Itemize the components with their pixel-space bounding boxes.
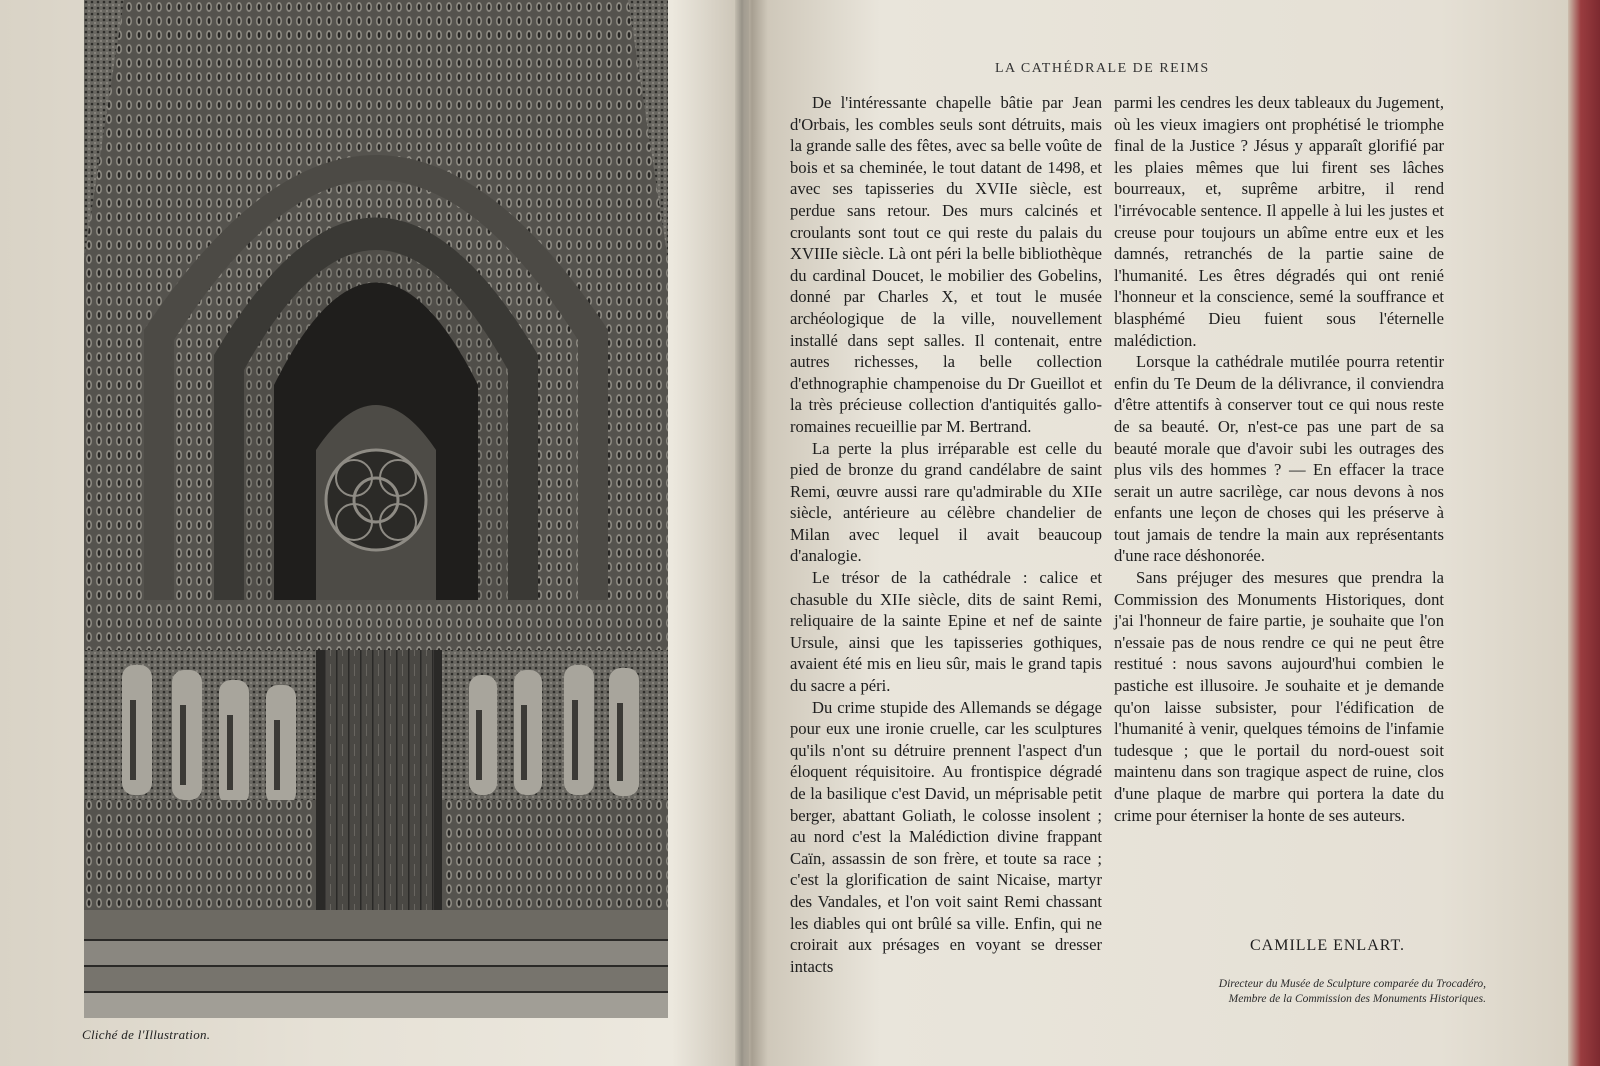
- paragraph: Le trésor de la cathédrale : calice et chasuble du XIIe siècle, dits de saint Remi, reliquaire de la sainte Epine et nef de sainte Ursule, ainsi que les tapisseries gothiques, avaient été mis en lieu sûr, mais le grand tapis du sacre a péri.: [790, 568, 1102, 696]
- portal-illustration: [84, 0, 668, 1018]
- text-column-left: [790, 92, 1102, 977]
- paragraph-continuation: parmi les cendres les deux tableaux du Jugement, où les vieux imagiers ont prophétisé le triomphe final de la Justice ? Jésus y apparaît glorifié par les plaies mêmes que lui firent ses lâches bourreaux, et, suprême arbitre, il rend l'irrévocable sentence. Il appelle à lui les justes et creuse pour toujours un abîme entre eux et les damnés, retranchés de la partie saine de l'humanité. Les êtres dégradés qui ont renié l'honneur et la conscience, semé la souffrance et blasphémé Dieu fuient sous l'éternelle malédiction.: [1114, 93, 1444, 350]
- running-title: LA CATHÉDRALE DE REIMS: [995, 61, 1210, 76]
- author-title: Directeur du Musée de Sculpture comparée du Trocadéro, Membre de la Commission des Monuments Historiques.: [1218, 978, 1486, 1005]
- author-signature: CAMILLE ENLART.: [1250, 937, 1406, 954]
- photo-caption: Cliché de l'Illustration.: [82, 1027, 211, 1042]
- book-cover-edge: [1568, 0, 1600, 1066]
- cathedral-portal-photo: [84, 0, 668, 1018]
- paragraph: Du crime stupide des Allemands se dégage pour eux une ironie cruelle, car les sculptures qu'ils n'ont su détruire prennent l'aspect d'un éloquent réquisitoire. Au frontispice dégradé de la basilique c'est David, un méprisable petit berger, abattant Goliath, le colosse insolent ; au nord c'est la Malédiction divine frappant Caïn, assassin de son frère, et toute sa race ; c'est la glorification de saint Nicaise, martyr des Vandales, et l'on voit saint Remi chassant les diables qui ont brûlé sa ville. Enfin, qui ne croirait aux présages en voyant se dresser intacts: [790, 697, 1102, 976]
- text-column-right: [1114, 92, 1444, 826]
- paragraph: La perte la plus irréparable est celle du pied de bronze du grand candélabre de saint Remi, œuvre aussi rare qu'admirable du XIIe siècle, antérieure au célèbre chandelier de Milan avec lequel il avait beaucoup d'analogie.: [790, 438, 1102, 566]
- paragraph: Sans préjuger des mesures que prendra la Commission des Monuments Historiques, dont j'ai l'honneur de faire partie, je souhaite que l'on n'essaie pas de nous rendre ce qui ne peut être restitué : nous savons aujourd'hui combien le pastiche est illusoire. Je souhaite et je demande qu'on laisse subsister, pour l'édification de l'humanité à venir, quelques témoins de l'infamie tudesque ; que le portail du nord-ouest soit maintenu dans son tragique aspect de ruine, clos d'une plaque de marbre qui portera la date du crime pour éterniser la honte de ses auteurs.: [1114, 568, 1444, 825]
- book-gutter: [735, 0, 749, 1066]
- paragraph: De l'intéressante chapelle bâtie par Jean d'Orbais, les combles seuls sont détruits, mais la grande salle des fêtes, avec sa belle voûte de bois et sa cheminée, le tout datant de 1498, et avec ses tapisseries du XVIIe siècle, est perdue sans retour. Des murs calcinés et croulants sont tout ce qui reste du palais du XVIIIe siècle. Là ont péri la belle bibliothèque du cardinal Doucet, le mobilier des Gobelins, donné par Charles X, et tout le musée archéologique de la ville, nouvellement installé dans sept salles. Il contenait, entre autres richesses, la belle collection d'ethnographie champenoise du Dr Gueillot et la très précieuse collection d'antiquités gallo-romaines recueillie par M. Bertrand.: [790, 93, 1102, 436]
- paragraph: Lorsque la cathédrale mutilée pourra retentir enfin du Te Deum de la délivrance, il conviendra d'être attentifs à conserver tout ce qui nous reste de sa beauté. Or, n'est-ce pas une part de sa beauté morale que d'avoir subi les outrages des plus vils des hommes ? — En effacer la trace serait un autre sacrilège, car nous devons à nos enfants une leçon de choses qui les préserve à tout jamais de tendre la main aux représentants d'une race déshonorée.: [1114, 352, 1444, 566]
